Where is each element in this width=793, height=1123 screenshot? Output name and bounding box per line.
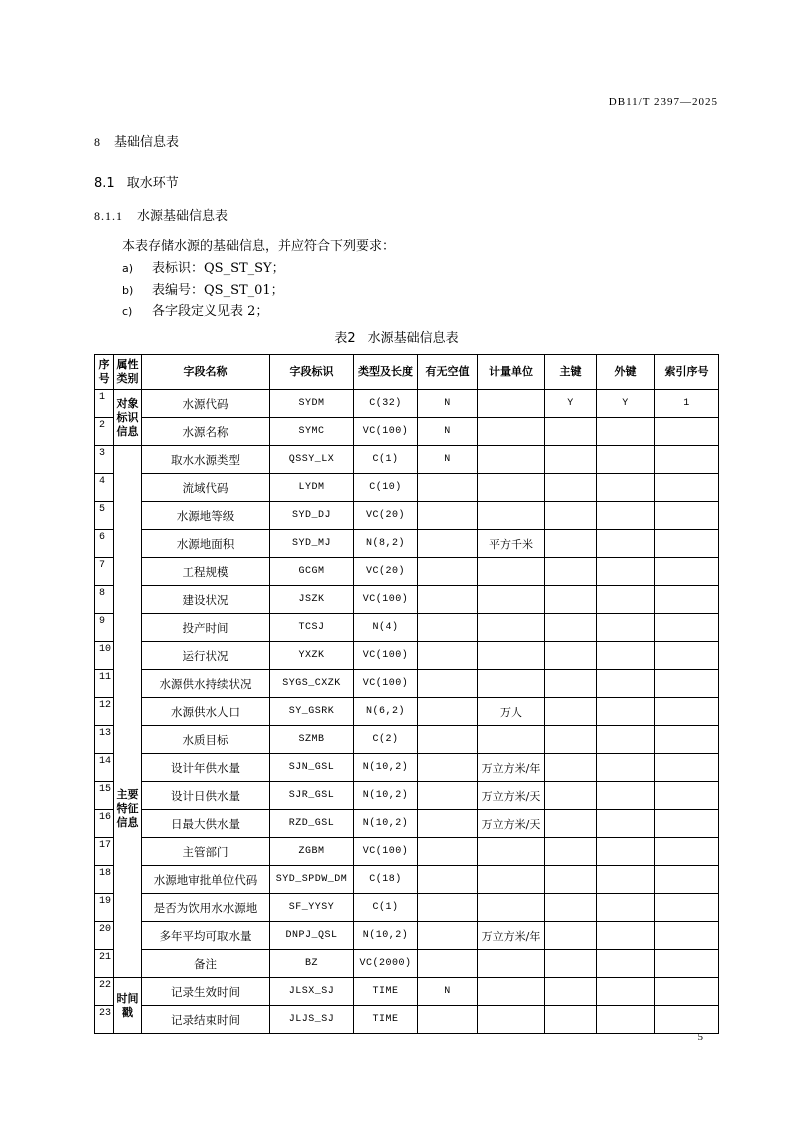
cell-unit xyxy=(478,670,545,698)
cell-type: C(1) xyxy=(354,894,418,922)
cell-field-id: SYMC xyxy=(270,418,354,446)
cell-pk xyxy=(545,978,597,1006)
cell-field-name: 水源供水持续状况 xyxy=(142,670,270,698)
cell-field-name: 工程规模 xyxy=(142,558,270,586)
cell-pk xyxy=(545,586,597,614)
cell-seq: 18 xyxy=(95,866,114,894)
cell-pk xyxy=(545,614,597,642)
list-marker: c) xyxy=(122,305,133,318)
cell-type: VC(20) xyxy=(354,502,418,530)
cell-pk xyxy=(545,922,597,950)
cell-fk xyxy=(597,782,655,810)
cell-pk xyxy=(545,670,597,698)
header-nullable: 有无空值 xyxy=(418,355,478,390)
cell-unit xyxy=(478,390,545,418)
cell-seq: 13 xyxy=(95,726,114,754)
cell-field-name: 投产时间 xyxy=(142,614,270,642)
cell-pk xyxy=(545,698,597,726)
cell-type: N(10,2) xyxy=(354,810,418,838)
cell-pk xyxy=(545,894,597,922)
cell-nullable: N xyxy=(418,390,478,418)
cell-type: C(1) xyxy=(354,446,418,474)
cell-seq: 20 xyxy=(95,922,114,950)
cell-seq: 8 xyxy=(95,586,114,614)
cell-field-name: 设计日供水量 xyxy=(142,782,270,810)
cell-pk xyxy=(545,530,597,558)
cell-type: N(8,2) xyxy=(354,530,418,558)
cell-field-id: LYDM xyxy=(270,474,354,502)
cell-field-id: SJR_GSL xyxy=(270,782,354,810)
table-row xyxy=(95,558,719,586)
cell-field-id: SYGS_CXZK xyxy=(270,670,354,698)
cell-field-name: 取水水源类型 xyxy=(142,446,270,474)
cell-field-id: JLSX_SJ xyxy=(270,978,354,1006)
cell-seq: 1 xyxy=(95,390,114,418)
cell-nullable xyxy=(418,726,478,754)
cell-index xyxy=(655,614,719,642)
cell-type: N(10,2) xyxy=(354,922,418,950)
cell-type: C(10) xyxy=(354,474,418,502)
table-row xyxy=(95,670,719,698)
requirement-item xyxy=(122,279,284,298)
cell-seq: 21 xyxy=(95,950,114,978)
cell-fk xyxy=(597,754,655,782)
cell-pk xyxy=(545,474,597,502)
cell-field-name: 多年平均可取水量 xyxy=(142,922,270,950)
table-row xyxy=(95,586,719,614)
cell-field-name: 水源地等级 xyxy=(142,502,270,530)
cell-fk xyxy=(597,838,655,866)
cell-seq: 11 xyxy=(95,670,114,698)
table-row xyxy=(95,530,719,558)
intro-paragraph: 本表存储水源的基础信息，并应符合下列要求： xyxy=(122,239,396,254)
table-number: 表2 xyxy=(334,331,356,346)
cell-nullable xyxy=(418,1006,478,1034)
cell-unit: 万立方米/年 xyxy=(478,754,545,782)
cell-fk xyxy=(597,726,655,754)
list-marker: a) xyxy=(122,262,134,275)
cell-type: N(10,2) xyxy=(354,782,418,810)
cell-fk xyxy=(597,922,655,950)
cell-index xyxy=(655,726,719,754)
header-fk: 外键 xyxy=(597,355,655,390)
table-row xyxy=(95,446,719,474)
cell-index xyxy=(655,922,719,950)
section-number: 8 xyxy=(94,135,100,149)
cell-nullable xyxy=(418,558,478,586)
field-definition-table xyxy=(94,354,719,1034)
cell-index xyxy=(655,670,719,698)
cell-fk xyxy=(597,894,655,922)
cell-nullable xyxy=(418,866,478,894)
cell-pk xyxy=(545,950,597,978)
cell-nullable xyxy=(418,950,478,978)
cell-unit xyxy=(478,642,545,670)
header-seq: 序号 xyxy=(95,355,114,390)
cell-unit: 平方千米 xyxy=(478,530,545,558)
cell-type: TIME xyxy=(354,978,418,1006)
cell-field-name: 日最大供水量 xyxy=(142,810,270,838)
section-number: 8.1.1 xyxy=(94,209,123,223)
cell-nullable: N xyxy=(418,446,478,474)
cell-type: VC(100) xyxy=(354,642,418,670)
cell-seq: 3 xyxy=(95,446,114,474)
cell-field-name: 主管部门 xyxy=(142,838,270,866)
cell-field-id: SJN_GSL xyxy=(270,754,354,782)
cell-pk xyxy=(545,866,597,894)
cell-unit xyxy=(478,614,545,642)
cell-seq: 19 xyxy=(95,894,114,922)
section-title: 基础信息表 xyxy=(114,135,180,150)
cell-pk xyxy=(545,502,597,530)
header-pk: 主键 xyxy=(545,355,597,390)
cell-fk xyxy=(597,530,655,558)
cell-nullable xyxy=(418,782,478,810)
cell-fk xyxy=(597,642,655,670)
cell-field-id: SYDM xyxy=(270,390,354,418)
cell-index xyxy=(655,474,719,502)
cell-fk xyxy=(597,614,655,642)
section-title: 取水环节 xyxy=(126,176,179,191)
cell-fk xyxy=(597,810,655,838)
cell-seq: 2 xyxy=(95,418,114,446)
table-row xyxy=(95,866,719,894)
cell-fk xyxy=(597,446,655,474)
cell-type: VC(100) xyxy=(354,586,418,614)
cell-index xyxy=(655,530,719,558)
cell-unit xyxy=(478,418,545,446)
cell-type: C(18) xyxy=(354,866,418,894)
table-row xyxy=(95,978,719,1006)
cell-attr-category: 主要特征信息 xyxy=(114,446,142,978)
cell-field-name: 水源地审批单位代码 xyxy=(142,866,270,894)
cell-field-id: GCGM xyxy=(270,558,354,586)
cell-field-name: 水源供水人口 xyxy=(142,698,270,726)
section-8-1-1-heading xyxy=(94,205,228,224)
cell-field-id: SYD_DJ xyxy=(270,502,354,530)
cell-nullable xyxy=(418,614,478,642)
cell-unit xyxy=(478,726,545,754)
cell-nullable: N xyxy=(418,978,478,1006)
cell-index xyxy=(655,642,719,670)
header-field-name: 字段名称 xyxy=(142,355,270,390)
cell-field-name: 是否为饮用水水源地 xyxy=(142,894,270,922)
cell-field-id: ZGBM xyxy=(270,838,354,866)
cell-fk xyxy=(597,586,655,614)
cell-index xyxy=(655,698,719,726)
cell-nullable xyxy=(418,642,478,670)
cell-field-id: SZMB xyxy=(270,726,354,754)
cell-unit xyxy=(478,446,545,474)
cell-type: VC(100) xyxy=(354,670,418,698)
section-8-heading xyxy=(94,131,179,150)
cell-unit xyxy=(478,894,545,922)
cell-field-id: JSZK xyxy=(270,586,354,614)
cell-field-name: 水源名称 xyxy=(142,418,270,446)
cell-pk xyxy=(545,642,597,670)
cell-index xyxy=(655,1006,719,1034)
table-row xyxy=(95,698,719,726)
table-row xyxy=(95,1006,719,1034)
cell-type: N(10,2) xyxy=(354,754,418,782)
cell-field-id: RZD_GSL xyxy=(270,810,354,838)
cell-seq: 14 xyxy=(95,754,114,782)
cell-index xyxy=(655,838,719,866)
cell-nullable xyxy=(418,810,478,838)
cell-type: VC(20) xyxy=(354,558,418,586)
cell-index xyxy=(655,586,719,614)
cell-index xyxy=(655,810,719,838)
cell-nullable xyxy=(418,894,478,922)
table-row xyxy=(95,418,719,446)
header-index: 索引序号 xyxy=(655,355,719,390)
cell-seq: 23 xyxy=(95,1006,114,1034)
cell-nullable xyxy=(418,838,478,866)
cell-seq: 4 xyxy=(95,474,114,502)
cell-index xyxy=(655,558,719,586)
cell-nullable xyxy=(418,586,478,614)
cell-type: N(6,2) xyxy=(354,698,418,726)
table-row xyxy=(95,474,719,502)
cell-field-name: 水源代码 xyxy=(142,390,270,418)
cell-index xyxy=(655,978,719,1006)
page-number: 5 xyxy=(697,1031,703,1043)
table-row xyxy=(95,614,719,642)
list-text: 表标识：QS_ST_SY； xyxy=(152,261,285,276)
cell-seq: 10 xyxy=(95,642,114,670)
cell-field-name: 设计年供水量 xyxy=(142,754,270,782)
cell-field-name: 水源地面积 xyxy=(142,530,270,558)
cell-index xyxy=(655,754,719,782)
cell-unit xyxy=(478,838,545,866)
cell-fk xyxy=(597,418,655,446)
cell-field-name: 水质目标 xyxy=(142,726,270,754)
cell-seq: 17 xyxy=(95,838,114,866)
cell-unit: 万立方米/年 xyxy=(478,922,545,950)
cell-field-id: SYD_MJ xyxy=(270,530,354,558)
cell-field-id: TCSJ xyxy=(270,614,354,642)
header-attr: 属性类别 xyxy=(114,355,142,390)
cell-nullable xyxy=(418,502,478,530)
requirement-item xyxy=(122,300,268,319)
cell-seq: 6 xyxy=(95,530,114,558)
table-row xyxy=(95,922,719,950)
cell-index xyxy=(655,418,719,446)
cell-field-id: YXZK xyxy=(270,642,354,670)
cell-pk xyxy=(545,446,597,474)
cell-seq: 15 xyxy=(95,782,114,810)
cell-type: TIME xyxy=(354,1006,418,1034)
table-row xyxy=(95,726,719,754)
table-title: 水源基础信息表 xyxy=(367,331,459,346)
cell-fk: Y xyxy=(597,390,655,418)
cell-unit: 万人 xyxy=(478,698,545,726)
section-number: 8.1 xyxy=(94,176,115,191)
cell-nullable xyxy=(418,670,478,698)
cell-pk: Y xyxy=(545,390,597,418)
cell-pk xyxy=(545,782,597,810)
table-row xyxy=(95,838,719,866)
cell-unit xyxy=(478,978,545,1006)
cell-field-id: SF_YYSY xyxy=(270,894,354,922)
cell-unit: 万立方米/天 xyxy=(478,782,545,810)
cell-unit xyxy=(478,474,545,502)
cell-index: 1 xyxy=(655,390,719,418)
cell-fk xyxy=(597,978,655,1006)
cell-seq: 12 xyxy=(95,698,114,726)
cell-fk xyxy=(597,950,655,978)
cell-type: C(2) xyxy=(354,726,418,754)
cell-seq: 9 xyxy=(95,614,114,642)
table-row xyxy=(95,754,719,782)
cell-field-id: JLJS_SJ xyxy=(270,1006,354,1034)
cell-unit: 万立方米/天 xyxy=(478,810,545,838)
cell-nullable xyxy=(418,754,478,782)
cell-fk xyxy=(597,474,655,502)
cell-field-name: 记录结束时间 xyxy=(142,1006,270,1034)
cell-type: VC(100) xyxy=(354,418,418,446)
section-title: 水源基础信息表 xyxy=(137,209,229,224)
header-type: 类型及长度 xyxy=(354,355,418,390)
cell-field-name: 备注 xyxy=(142,950,270,978)
cell-field-id: BZ xyxy=(270,950,354,978)
cell-field-id: SYD_SPDW_DM xyxy=(270,866,354,894)
table-row xyxy=(95,642,719,670)
standard-code: DB11/T 2397—2025 xyxy=(608,96,718,108)
cell-nullable xyxy=(418,698,478,726)
cell-pk xyxy=(545,558,597,586)
cell-field-name: 运行状况 xyxy=(142,642,270,670)
cell-index xyxy=(655,446,719,474)
cell-attr-category: 对象标识信息 xyxy=(114,390,142,446)
cell-fk xyxy=(597,698,655,726)
list-text: 表编号：QS_ST_01； xyxy=(152,283,284,298)
table-row xyxy=(95,950,719,978)
cell-index xyxy=(655,502,719,530)
cell-seq: 7 xyxy=(95,558,114,586)
cell-fk xyxy=(597,502,655,530)
cell-pk xyxy=(545,838,597,866)
cell-type: N(4) xyxy=(354,614,418,642)
cell-field-name: 流域代码 xyxy=(142,474,270,502)
cell-pk xyxy=(545,754,597,782)
cell-seq: 22 xyxy=(95,978,114,1006)
table-row xyxy=(95,810,719,838)
table-header-row xyxy=(95,355,719,390)
cell-unit xyxy=(478,502,545,530)
cell-pk xyxy=(545,726,597,754)
cell-index xyxy=(655,782,719,810)
header-field-id: 字段标识 xyxy=(270,355,354,390)
cell-unit xyxy=(478,586,545,614)
cell-fk xyxy=(597,558,655,586)
cell-index xyxy=(655,866,719,894)
cell-nullable xyxy=(418,474,478,502)
cell-nullable xyxy=(418,922,478,950)
table-row xyxy=(95,894,719,922)
table-row xyxy=(95,502,719,530)
cell-index xyxy=(655,894,719,922)
cell-pk xyxy=(545,1006,597,1034)
cell-fk xyxy=(597,1006,655,1034)
cell-type: VC(100) xyxy=(354,838,418,866)
table-row xyxy=(95,390,719,418)
table-caption xyxy=(0,327,793,346)
cell-pk xyxy=(545,810,597,838)
cell-type: C(32) xyxy=(354,390,418,418)
cell-unit xyxy=(478,558,545,586)
cell-seq: 16 xyxy=(95,810,114,838)
requirement-item xyxy=(122,257,285,276)
cell-fk xyxy=(597,866,655,894)
cell-pk xyxy=(545,418,597,446)
list-marker: b) xyxy=(122,284,134,297)
table-row xyxy=(95,782,719,810)
cell-attr-category: 时间戳 xyxy=(114,978,142,1034)
cell-unit xyxy=(478,866,545,894)
cell-nullable: N xyxy=(418,418,478,446)
cell-nullable xyxy=(418,530,478,558)
list-text: 各字段定义见表 2； xyxy=(152,304,269,319)
cell-unit xyxy=(478,950,545,978)
cell-index xyxy=(655,950,719,978)
cell-field-name: 记录生效时间 xyxy=(142,978,270,1006)
cell-seq: 5 xyxy=(95,502,114,530)
cell-type: VC(2000) xyxy=(354,950,418,978)
cell-fk xyxy=(597,670,655,698)
cell-field-name: 建设状况 xyxy=(142,586,270,614)
cell-field-id: DNPJ_QSL xyxy=(270,922,354,950)
cell-unit xyxy=(478,1006,545,1034)
section-8-1-heading xyxy=(94,172,179,191)
header-unit: 计量单位 xyxy=(478,355,545,390)
cell-field-id: QSSY_LX xyxy=(270,446,354,474)
cell-field-id: SY_GSRK xyxy=(270,698,354,726)
